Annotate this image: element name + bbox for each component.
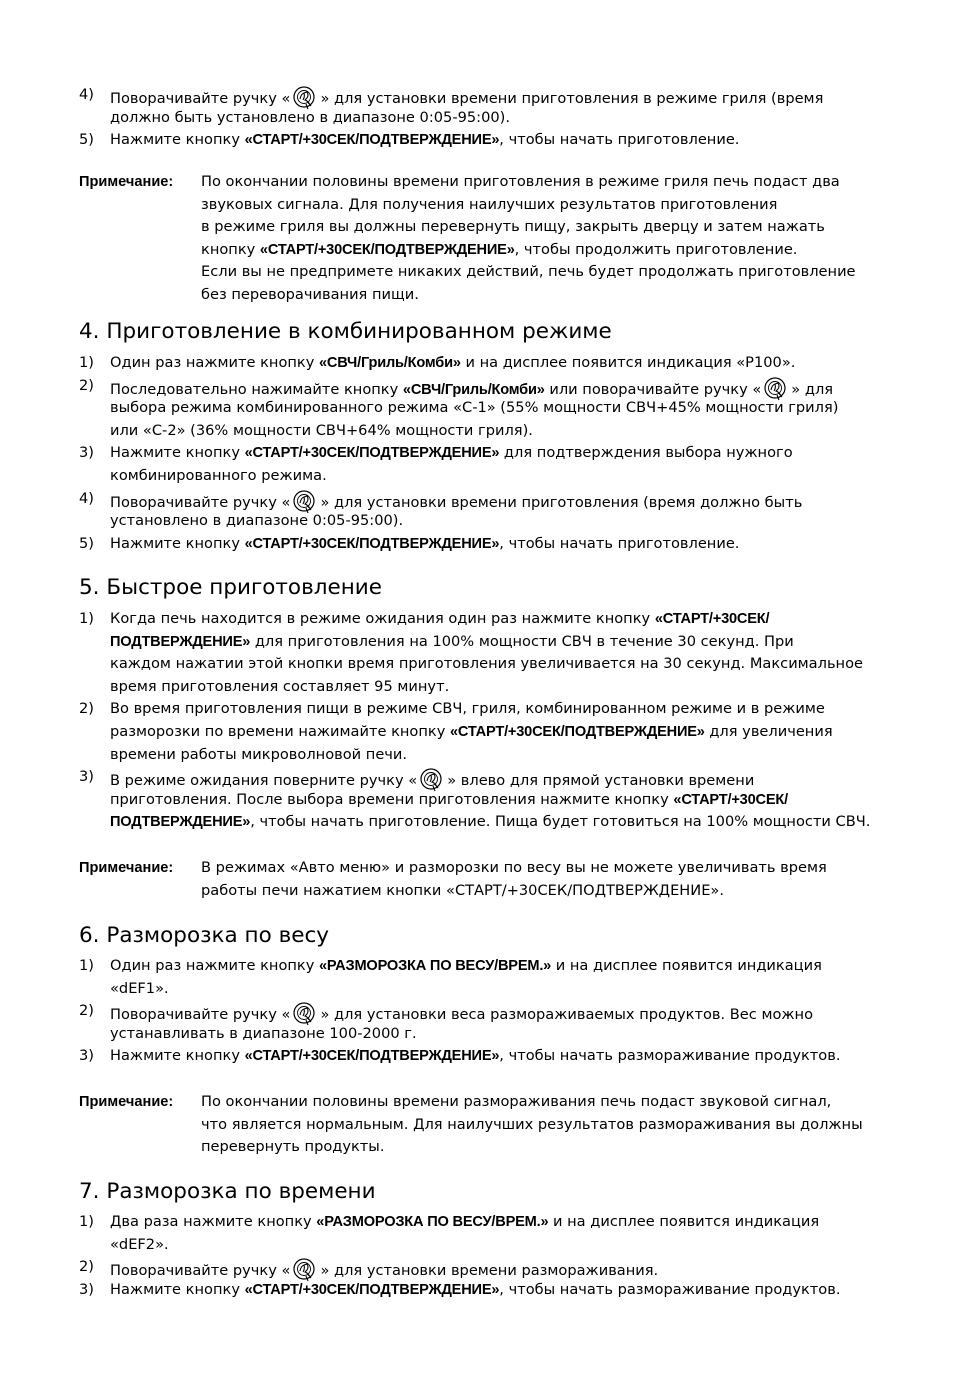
text-line bbox=[201, 171, 881, 194]
text-run: Если вы не предпримете никаких действий, печь будет продолжать приготовление bbox=[201, 263, 856, 281]
button-name: «РАЗМОРОЗКА ПО ВЕСУ/ВРЕМ.» bbox=[316, 1214, 549, 1230]
text-run: По окончании половины времени размораживания печь подаст звуковой сигнал, bbox=[201, 1093, 832, 1110]
text-line bbox=[110, 510, 880, 533]
text-line bbox=[201, 880, 881, 903]
list-number: 2) bbox=[79, 376, 94, 394]
text-line bbox=[110, 676, 880, 699]
list-item bbox=[79, 698, 879, 766]
text-run: » для установки времени приготовления в режиме гриля (время bbox=[320, 90, 824, 107]
button-name: «СТАРТ/+30СЕК/ПОДТВЕРЖДЕНИЕ» bbox=[244, 1281, 500, 1298]
note-text bbox=[201, 1091, 881, 1159]
list-text bbox=[110, 1000, 880, 1045]
button-name: «СТАРТ/+30СЕК/ bbox=[654, 611, 770, 627]
text-line bbox=[110, 978, 880, 1001]
note-label: Примечание: bbox=[79, 174, 174, 190]
list-number: 1) bbox=[79, 610, 94, 627]
list-number: 2) bbox=[79, 700, 94, 718]
text-line bbox=[110, 1211, 880, 1234]
text-line bbox=[201, 194, 881, 217]
list-item bbox=[79, 84, 879, 129]
note-text bbox=[201, 171, 881, 307]
text-run: что является нормальным. Для наилучших результатов размораживания вы должны bbox=[201, 1115, 863, 1133]
text-run: выбора режима комбинированного режима «С-1» (55% мощности СВЧ+45% мощности гриля) bbox=[110, 399, 839, 417]
text-run: » для установки веса размораживаемых продуктов. Вес можно bbox=[320, 1006, 814, 1024]
button-name: «СТАРТ/+30СЕК/ПОДТВЕРЖДЕНИЕ» bbox=[244, 1048, 500, 1065]
text-run: или поворачивайте ручку « bbox=[544, 380, 762, 398]
text-line bbox=[110, 766, 880, 789]
list-item bbox=[79, 1000, 879, 1045]
text-run: и на дисплее появится индикация bbox=[551, 957, 822, 974]
list-text bbox=[110, 1256, 880, 1279]
heading-quick: 5. Быстрое приготовление bbox=[79, 575, 382, 600]
list-item bbox=[79, 766, 879, 834]
list-text bbox=[110, 129, 880, 152]
text-line bbox=[110, 84, 880, 107]
text-line bbox=[110, 465, 880, 488]
list-number: 3) bbox=[79, 1047, 94, 1065]
text-run: Нажмите кнопку bbox=[110, 534, 245, 552]
list-number: 4) bbox=[79, 489, 94, 507]
button-name: «СВЧ/Гриль/Комби» bbox=[402, 381, 545, 398]
list-number: 4) bbox=[79, 86, 94, 103]
text-run: Нажмите кнопку bbox=[110, 131, 245, 149]
text-line bbox=[110, 608, 880, 631]
button-name: «СТАРТ/+30СЕК/ПОДТВЕРЖДЕНИЕ» bbox=[259, 241, 515, 258]
note-label: Примечание: bbox=[79, 1094, 174, 1110]
text-run: , чтобы продолжить приготовление. bbox=[514, 240, 798, 258]
text-run: В режимах «Авто меню» и разморозки по весу вы не можете увеличивать время bbox=[201, 859, 827, 876]
text-run: Поворачивайте ручку « bbox=[110, 90, 291, 107]
note-block bbox=[79, 1091, 879, 1159]
list-text bbox=[110, 352, 880, 375]
text-run: или «С-2» (36% мощности СВЧ+64% мощности гриля). bbox=[110, 421, 533, 439]
list-text bbox=[110, 488, 880, 533]
note-label: Примечание: bbox=[79, 860, 174, 876]
heading-combi: 4. Приготовление в комбинированном режиме bbox=[79, 319, 612, 344]
text-run: установлено в диапазоне 0:05-95:00). bbox=[110, 512, 404, 530]
list-item bbox=[79, 608, 879, 698]
list-item bbox=[79, 1279, 879, 1302]
text-line bbox=[201, 1136, 881, 1159]
text-run: в режиме гриля вы должны перевернуть пищу, закрыть дверцу и затем нажать bbox=[201, 218, 825, 236]
text-run: Последовательно нажимайте кнопку bbox=[110, 380, 403, 398]
text-line bbox=[201, 239, 881, 262]
text-run: » для bbox=[791, 380, 834, 398]
list-item bbox=[79, 488, 879, 533]
heading-defrost-time: 7. Разморозка по времени bbox=[79, 1179, 376, 1204]
list-text bbox=[110, 955, 880, 1000]
text-run: каждом нажатии этой кнопки время приготовления увеличивается на 30 секунд. Максимальное bbox=[110, 655, 864, 673]
text-run: звуковых сигнала. Для получения наилучших результатов приготовления bbox=[201, 195, 778, 213]
text-run: , чтобы начать приготовление. bbox=[499, 131, 740, 149]
note-text bbox=[201, 857, 881, 902]
text-run: Поворачивайте ручку « bbox=[110, 1006, 291, 1024]
text-run: и на дисплее появится индикация «P100». bbox=[460, 354, 796, 371]
text-run: » для установки времени размораживания. bbox=[320, 1262, 659, 1280]
text-line bbox=[110, 744, 880, 767]
list-text bbox=[110, 698, 880, 766]
text-run: времени работы микроволновой печи. bbox=[110, 745, 408, 763]
text-run: комбинированного режима. bbox=[110, 466, 327, 484]
button-name: «СТАРТ/+30СЕК/ bbox=[673, 791, 788, 808]
text-run: , чтобы начать размораживание продуктов. bbox=[499, 1280, 841, 1298]
text-line bbox=[201, 216, 881, 239]
list-number: 1) bbox=[79, 1213, 94, 1230]
text-run: «dEF2». bbox=[110, 1235, 169, 1253]
text-run: Нажмите кнопку bbox=[110, 1280, 245, 1298]
text-run: для увеличения bbox=[704, 722, 833, 740]
text-line bbox=[201, 284, 881, 307]
list-item bbox=[79, 129, 879, 152]
text-line bbox=[110, 811, 880, 834]
list-text bbox=[110, 766, 880, 834]
list-item bbox=[79, 533, 879, 556]
text-line bbox=[110, 397, 880, 420]
text-run: разморозки по времени нажимайте кнопку bbox=[110, 722, 450, 740]
text-line bbox=[110, 129, 880, 152]
text-run: Нажмите кнопку bbox=[110, 444, 245, 462]
list-item bbox=[79, 442, 879, 487]
list-item bbox=[79, 1256, 879, 1279]
text-line bbox=[110, 107, 880, 130]
list-text bbox=[110, 1211, 880, 1256]
list-number: 5) bbox=[79, 534, 94, 552]
list-number: 3) bbox=[79, 444, 94, 462]
list-number: 3) bbox=[79, 1280, 94, 1298]
button-name: «СТАРТ/+30СЕК/ПОДТВЕРЖДЕНИЕ» bbox=[244, 535, 500, 552]
text-run: для приготовления на 100% мощности СВЧ в течение 30 секунд. При bbox=[250, 632, 794, 650]
text-run: » влево для прямой установки времени bbox=[447, 772, 755, 790]
button-name: «СТАРТ/+30СЕК/ПОДТВЕРЖДЕНИЕ» bbox=[244, 132, 500, 149]
list-item bbox=[79, 375, 879, 443]
text-line bbox=[110, 488, 880, 511]
text-line bbox=[110, 1023, 880, 1046]
text-run: Нажмите кнопку bbox=[110, 1047, 245, 1065]
text-line bbox=[110, 653, 880, 676]
text-line bbox=[110, 1256, 880, 1279]
list-number: 1) bbox=[79, 957, 94, 974]
note-block bbox=[79, 171, 879, 307]
list-number: 2) bbox=[79, 1002, 94, 1020]
text-run: устанавливать в диапазоне 100-2000 г. bbox=[110, 1024, 417, 1042]
text-run: Во время приготовления пищи в режиме СВЧ, гриля, комбинированном режиме и в режиме bbox=[110, 700, 825, 718]
note-block bbox=[79, 857, 879, 902]
text-run: перевернуть продукты. bbox=[201, 1138, 385, 1156]
button-name: ПОДТВЕРЖДЕНИЕ» bbox=[110, 633, 251, 650]
list-text bbox=[110, 442, 880, 487]
button-name: «СВЧ/Гриль/Комби» bbox=[319, 355, 461, 371]
list-text bbox=[110, 608, 880, 698]
text-line bbox=[110, 1279, 880, 1302]
text-run: Когда печь находится в режиме ожидания один раз нажмите кнопку bbox=[110, 610, 655, 627]
text-line bbox=[110, 721, 880, 744]
text-run: приготовления. После выбора времени приготовления нажмите кнопку bbox=[110, 790, 674, 808]
text-run: В режиме ожидания поверните ручку « bbox=[110, 772, 418, 790]
text-run: , чтобы начать приготовление. bbox=[499, 534, 740, 552]
list-text bbox=[110, 84, 880, 129]
list-item bbox=[79, 352, 879, 375]
text-run: Один раз нажмите кнопку bbox=[110, 957, 320, 974]
list-item bbox=[79, 1045, 879, 1068]
text-run: и на дисплее появится индикация bbox=[548, 1213, 820, 1230]
list-number: 1) bbox=[79, 354, 94, 371]
text-run: «dEF1». bbox=[110, 979, 169, 997]
text-line bbox=[110, 631, 880, 654]
text-run: , чтобы начать приготовление. Пища будет готовиться на 100% мощности СВЧ. bbox=[250, 813, 871, 831]
text-run: , чтобы начать размораживание продуктов. bbox=[499, 1047, 841, 1065]
text-run: без переворачивания пищи. bbox=[201, 285, 419, 303]
text-line bbox=[110, 442, 880, 465]
text-line bbox=[201, 857, 881, 880]
list-number: 5) bbox=[79, 131, 94, 149]
text-line bbox=[110, 1234, 880, 1257]
list-number: 3) bbox=[79, 768, 94, 786]
text-run: Один раз нажмите кнопку bbox=[110, 354, 320, 371]
text-run: кнопку bbox=[201, 240, 260, 258]
text-run: По окончании половины времени приготовления в режиме гриля печь подаст два bbox=[201, 173, 840, 190]
text-line bbox=[201, 1114, 881, 1137]
list-item bbox=[79, 1211, 879, 1256]
text-run: Поворачивайте ручку « bbox=[110, 1262, 291, 1280]
text-run: время приготовления составляет 95 минут. bbox=[110, 677, 450, 695]
list-text bbox=[110, 1279, 880, 1302]
button-name: «РАЗМОРОЗКА ПО ВЕСУ/ВРЕМ.» bbox=[319, 958, 552, 974]
text-run: Два раза нажмите кнопку bbox=[110, 1213, 317, 1230]
list-text bbox=[110, 533, 880, 556]
text-line bbox=[201, 261, 881, 284]
text-line bbox=[110, 533, 880, 556]
list-item bbox=[79, 955, 879, 1000]
text-run: должно быть установлено в диапазоне 0:05-95:00). bbox=[110, 108, 510, 126]
text-run: для подтверждения выбора нужного bbox=[499, 444, 793, 462]
button-name: «СТАРТ/+30СЕК/ПОДТВЕРЖДЕНИЕ» bbox=[244, 445, 500, 462]
text-line bbox=[110, 420, 880, 443]
text-run: работы печи нажатием кнопки «СТАРТ/+30СЕК/ПОДТВЕРЖДЕНИЕ». bbox=[201, 881, 724, 899]
text-line bbox=[110, 1000, 880, 1023]
text-line bbox=[110, 375, 880, 398]
text-line bbox=[201, 1091, 881, 1114]
text-line bbox=[110, 1045, 880, 1068]
button-name: «СТАРТ/+30СЕК/ПОДТВЕРЖДЕНИЕ» bbox=[450, 723, 705, 740]
text-line bbox=[110, 955, 880, 978]
text-line bbox=[110, 789, 880, 812]
list-text bbox=[110, 375, 880, 443]
list-text bbox=[110, 1045, 880, 1068]
text-line bbox=[110, 352, 880, 375]
button-name: ПОДТВЕРЖДЕНИЕ» bbox=[110, 814, 251, 831]
text-run: Поворачивайте ручку « bbox=[110, 493, 291, 511]
heading-defrost-weight: 6. Разморозка по весу bbox=[79, 923, 330, 948]
text-line bbox=[110, 698, 880, 721]
text-run: » для установки времени приготовления (время должно быть bbox=[320, 493, 803, 511]
list-number: 2) bbox=[79, 1258, 94, 1276]
